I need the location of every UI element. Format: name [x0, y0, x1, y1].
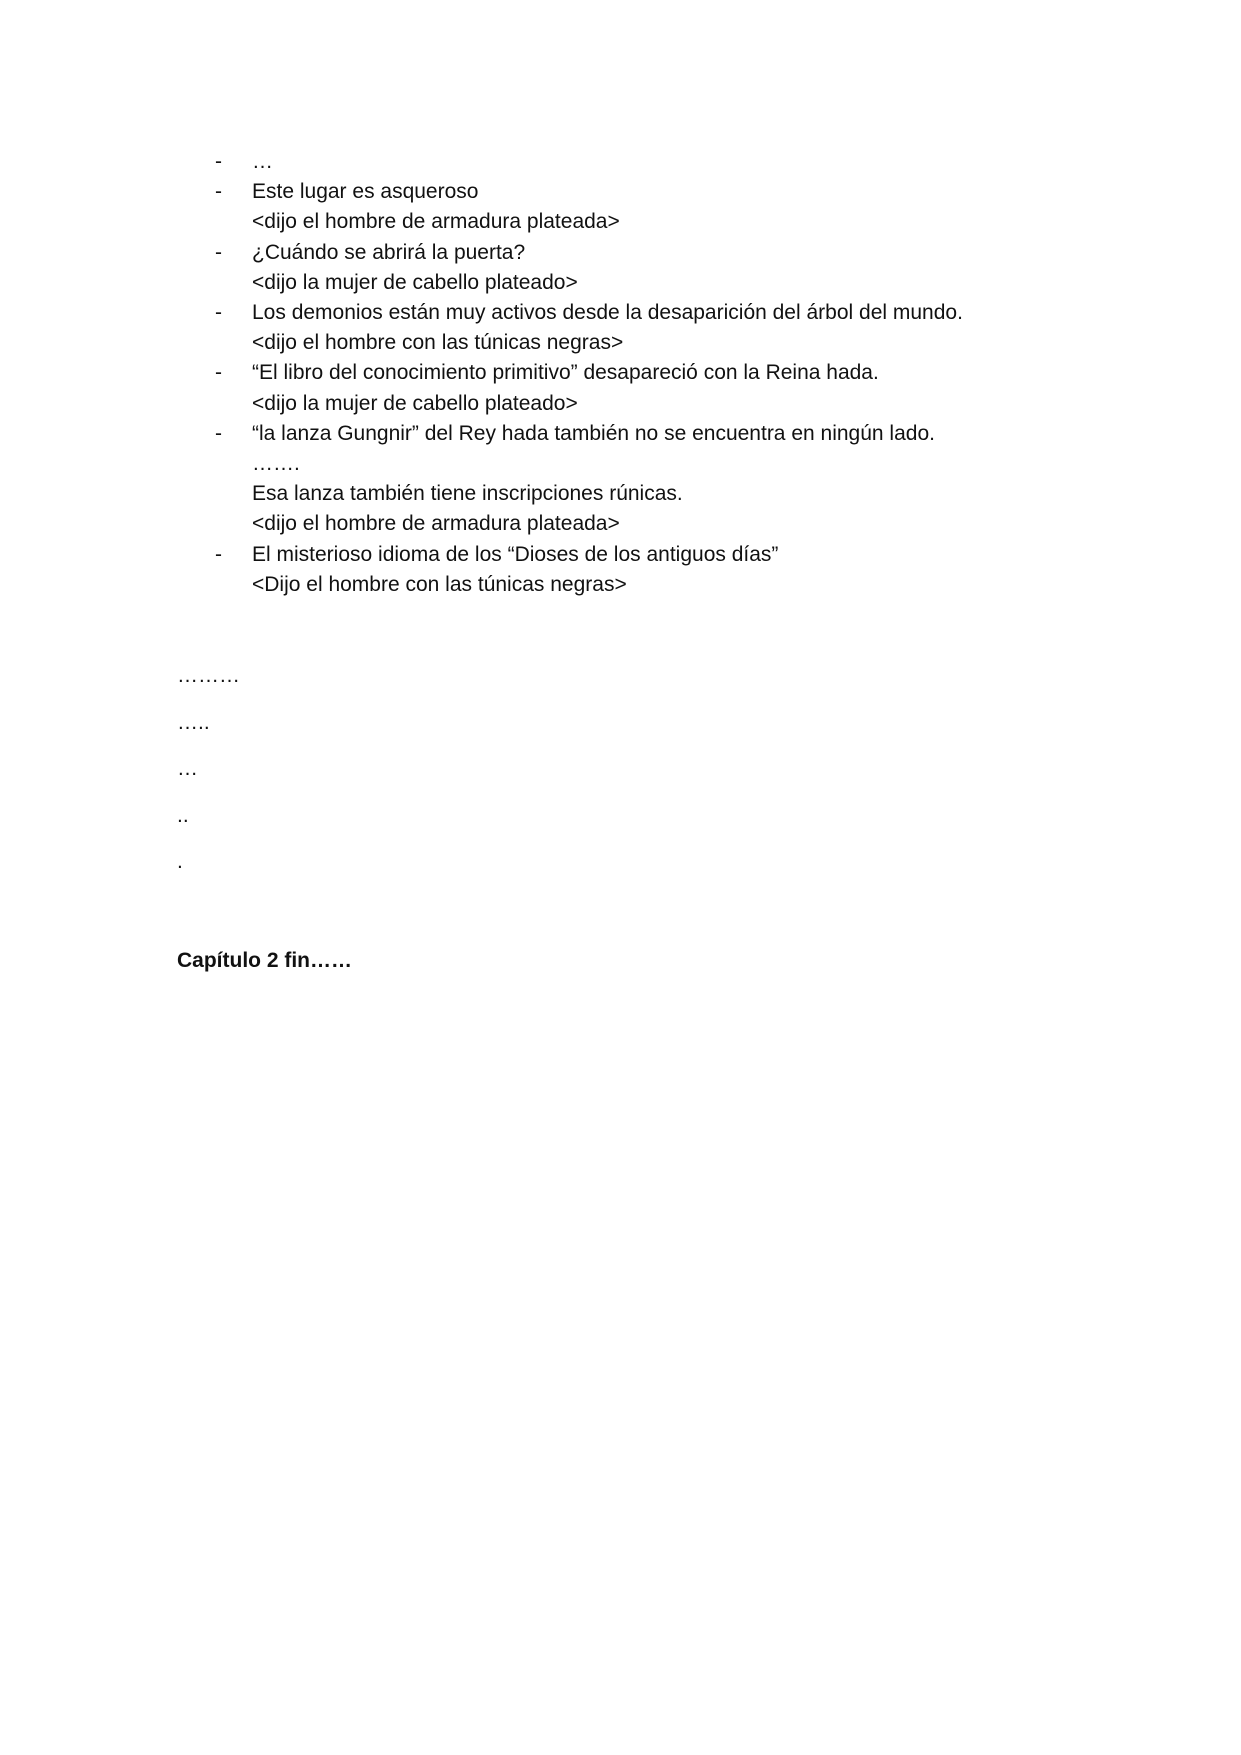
dialogue-line: <Dijo el hombre con las túnicas negras> — [252, 572, 627, 596]
list-dash: - — [215, 150, 222, 173]
chapter-end-heading: Capítulo 2 fin…… — [177, 949, 352, 972]
list-dash: - — [215, 301, 222, 325]
ellipsis-line: .. — [177, 803, 189, 827]
dialogue-line: ¿Cuándo se abrirá la puerta? — [252, 240, 526, 264]
list-dash: - — [215, 361, 222, 385]
dialogue-line: El misterioso idioma de los “Dioses de los antiguos días” — [252, 542, 779, 566]
dialogue-item — [212, 540, 1112, 600]
dialogue-line: Este lugar es asqueroso — [252, 180, 479, 204]
dialogue-line: <dijo la mujer de cabello plateado> — [252, 391, 578, 415]
dialogue-line: “la lanza Gungnir” del Rey hada también no se encuentra en ningún lado. — [252, 421, 935, 445]
dialogue-line: ……. — [252, 452, 300, 476]
dialogue-line: <dijo el hombre de armadura plateada> — [252, 512, 620, 536]
dialogue-line: Los demonios están muy activos desde la desaparición del árbol del mundo. — [252, 301, 963, 325]
list-dash: - — [215, 240, 222, 264]
ellipsis-line: … — [177, 757, 198, 780]
list-dash: - — [215, 180, 222, 204]
ellipsis-stack — [177, 661, 240, 894]
dialogue-line: “El libro del conocimiento primitivo” desapareció con la Reina hada. — [252, 361, 879, 385]
dialogue-list — [212, 147, 1112, 600]
dialogue-line: <dijo el hombre de armadura plateada> — [252, 210, 620, 234]
dialogue-item — [212, 419, 1112, 540]
list-dash: - — [215, 421, 222, 445]
list-dash: - — [215, 542, 222, 566]
dialogue-item — [212, 177, 1112, 237]
dialogue-item — [212, 298, 1112, 358]
dialogue-line: <dijo el hombre con las túnicas negras> — [252, 331, 624, 355]
ellipsis-line: ….. — [177, 710, 210, 734]
ellipsis-line: . — [177, 850, 183, 873]
dialogue-line: Esa lanza también tiene inscripciones rúnicas. — [252, 482, 683, 506]
dialogue-item — [212, 238, 1112, 298]
dialogue-item — [212, 358, 1112, 418]
dialogue-item — [212, 147, 1112, 177]
dialogue-line: <dijo la mujer de cabello plateado> — [252, 270, 578, 294]
ellipsis-line: ……… — [177, 664, 240, 687]
dialogue-line: … — [252, 150, 273, 173]
